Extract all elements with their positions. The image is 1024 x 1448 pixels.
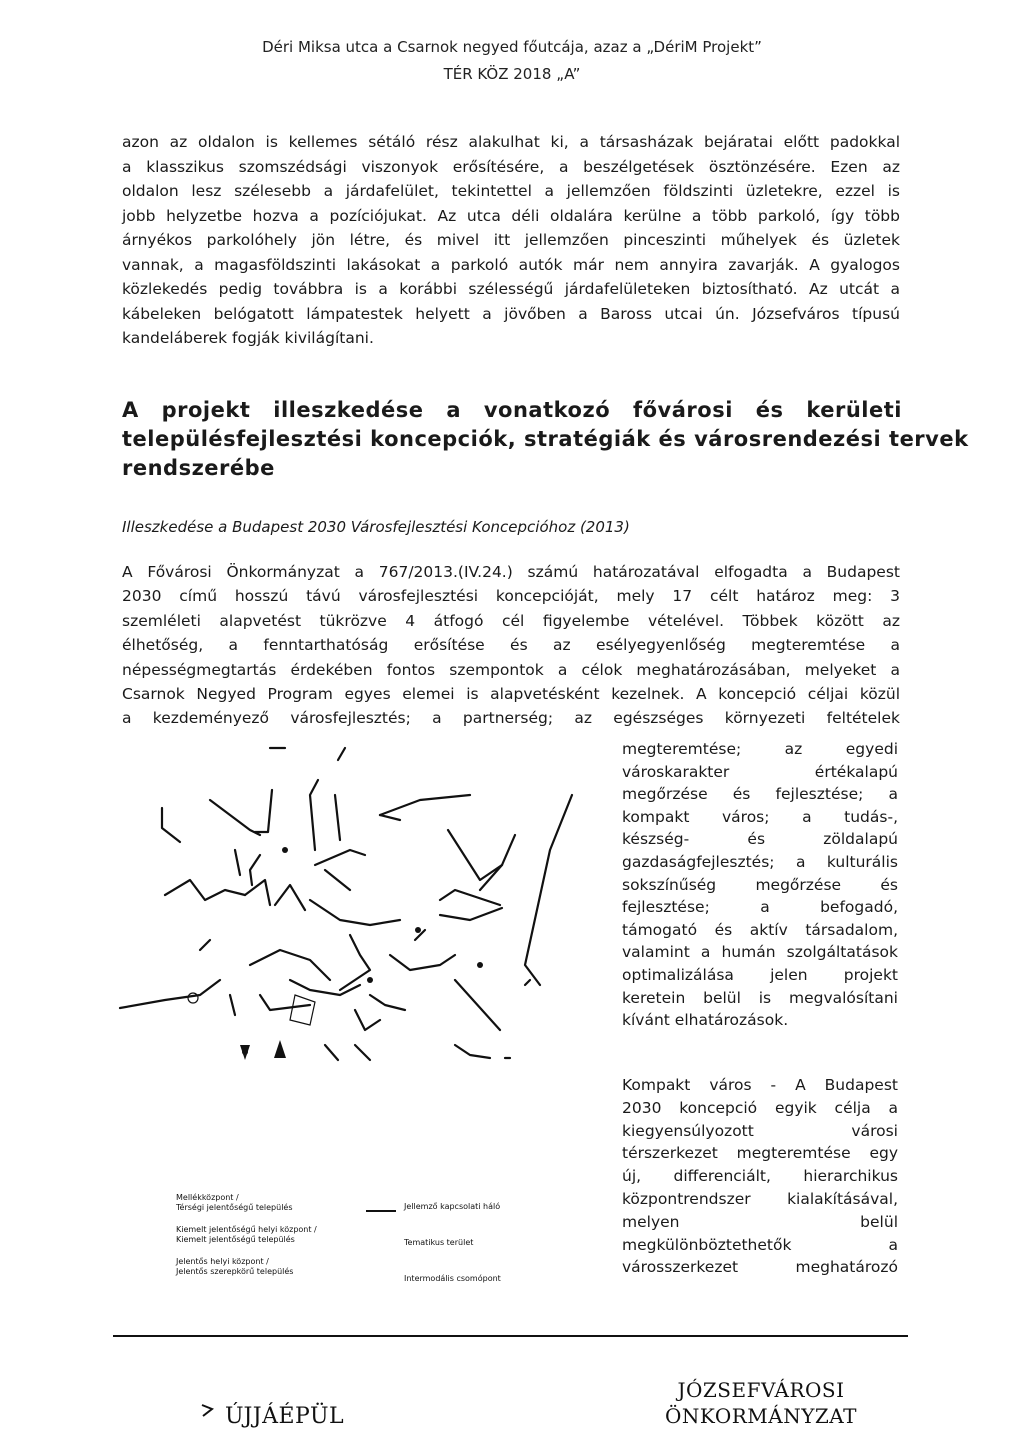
josefvaros-logo-line2: ÖNKORMÁNYZAT: [665, 1404, 857, 1428]
section-heading: [122, 396, 969, 483]
document-header-subtitle: TÉR KÖZ 2018 „A”: [443, 65, 581, 83]
ujjaepul-logo: ÚJJÁÉPÜL: [225, 1404, 345, 1429]
map-node: [477, 962, 483, 968]
map-outline-shapes: [188, 993, 315, 1025]
legend-label: Kiemelt jelentőségű helyi központ /: [176, 1225, 317, 1234]
text-line: 2030 koncepció egyik célja a: [622, 1098, 898, 1117]
text-line: támogató és aktív társadalom,: [622, 920, 898, 939]
map-legend-right: [404, 1202, 604, 1284]
heading-line: településfejlesztési koncepciók, stratégiák és városrendezési tervek: [122, 427, 969, 451]
legend-line-symbol: [366, 1210, 396, 1212]
text-line: megőrzése és fejlesztése; a: [622, 785, 898, 804]
heading-line: A projekt illeszkedése a vonatkozó fővárosi és kerületi: [122, 398, 902, 422]
text-line: megteremtése; az egyedi: [622, 740, 898, 758]
legend-label: Jellemző kapcsolati háló: [404, 1202, 501, 1211]
footer-divider: [113, 1335, 908, 1337]
map-node: [367, 977, 373, 983]
text-line: térszerkezet megteremtése egy: [622, 1144, 898, 1163]
map-node: [274, 1040, 286, 1058]
subheading: Illeszkedése a Budapest 2030 Városfejlesztési Koncepcióhoz (2013): [122, 518, 630, 536]
text-line: a klasszikus szomszédsági viszonyok erősítésére, a beszélgetések ösztönzésére. Ezen az: [122, 157, 900, 176]
legend-label: Mellékközpont /: [176, 1193, 239, 1202]
text-line: a kezdeményező városfejlesztés; a partnerség; az egészséges környezeti feltételek: [122, 709, 900, 728]
text-line: sokszínűség megőrzése és: [622, 875, 898, 894]
text-line: kívánt elhatározások.: [622, 1011, 789, 1030]
text-line: városszerkezet meghatározó: [622, 1258, 898, 1277]
map-node: [415, 927, 421, 933]
text-line: szemléleti alapvetést tükrözve 4 átfogó cél figyelembe vételével. Többek között az: [122, 611, 900, 630]
legend-label: Kiemelt jelentőségű település: [176, 1235, 295, 1244]
legend-entry: [176, 1257, 376, 1277]
text-line: optimalizálása jelen projekt: [622, 965, 898, 984]
text-line: készség- és zöldalapú: [622, 830, 898, 849]
text-line: kompakt város; a tudás-,: [622, 807, 898, 826]
heading-line: rendszerébe: [122, 456, 275, 480]
legend-entry: [176, 1225, 376, 1245]
legend-label: Jelentős helyi központ /: [176, 1257, 269, 1266]
text-line: kábeleken belógatott lámpatestek helyett a jövőben a Baross utcai ún. Józsefváros típusú: [122, 304, 900, 323]
legend-label: Térségi jelentőségű település: [176, 1203, 293, 1212]
map-network-lines: [120, 748, 572, 1060]
text-line: azon az oldalon is kellemes sétáló rész alakulhat ki, a társasházak bejáratai előtt padokkal: [122, 133, 900, 151]
text-line: A Fővárosi Önkormányzat a 767/2013.(IV.24.) számú határozatával elfogadta a Budapest: [122, 563, 900, 581]
body-paragraph: [122, 560, 900, 731]
text-line: oldalon lesz szélesebb a járdafelület, tekintettel a jellemzően földszinti üzletekre, ezzel is: [122, 182, 900, 200]
text-line: gazdaságfejlesztés; a kulturális: [622, 852, 898, 871]
text-line: jobb helyzetbe hozva a pozíciójukat. Az utca déli oldalára kerülne a több parkoló, így több: [122, 206, 900, 225]
map-node-markers: [240, 847, 483, 1060]
josefvaros-logo-line1: JÓZSEFVÁROSI: [677, 1378, 845, 1402]
text-line: Kompakt város - A Budapest: [622, 1076, 898, 1094]
text-line: árnyékos parkolóhely jön létre, és mivel itt jellemzően pinceszinti műhelyek és üzletek: [122, 231, 900, 249]
ujjaepul-logo-mark: [200, 1402, 216, 1424]
map-node: [290, 995, 315, 1025]
text-line: 2030 című hosszú távú városfejlesztési koncepcióját, mely 17 célt határoz meg: 3: [122, 587, 900, 606]
city-structure-map: [110, 740, 610, 1070]
map-node: [282, 847, 288, 853]
text-line: megkülönböztethetők a: [622, 1235, 898, 1254]
text-line: valamint a humán szolgáltatások: [622, 943, 898, 962]
text-line: Csarnok Negyed Program egyes elemei is alapvetésként kezelnek. A koncepció céljai közül: [122, 685, 900, 704]
text-line: keretein belül is megvalósítani: [622, 988, 898, 1007]
text-line: új, differenciált, hierarchikus: [622, 1167, 898, 1186]
text-line: közlekedés pedig továbbra is a korábbi szélességű járdafelületeken biztosítható. Az utcát a: [122, 280, 900, 298]
legend-label: Tematikus terület: [404, 1238, 474, 1247]
right-column-text-2: [622, 1074, 898, 1279]
legend-entry: [176, 1193, 376, 1213]
text-line: kiegyensúlyozott városi: [622, 1121, 898, 1140]
text-line: központrendszer kialakításával,: [622, 1189, 898, 1208]
document-header-title: Déri Miksa utca a Csarnok negyed főutcája, azaz a „DériM Projekt”: [262, 38, 762, 56]
text-line: népességmegtartás érdekében fontos szempontok a célok meghatározásában, melyeket a: [122, 660, 900, 679]
intro-paragraph: [122, 130, 900, 351]
text-line: élhetőség, a fenntarthatóság erősítése és az esélyegyenlőség megteremtése a: [122, 636, 900, 655]
legend-label: Jelentős szerepkörű település: [176, 1267, 294, 1276]
text-line: fejlesztése; a befogadó,: [622, 898, 898, 917]
legend-label: Intermodális csomópont: [404, 1274, 501, 1283]
map-node: [188, 993, 198, 1003]
text-line: melyen belül: [622, 1212, 898, 1231]
text-line: vannak, a magasföldszinti lakásokat a parkoló autók már nem annyira zavarják. A gyalogos: [122, 255, 900, 274]
map-node: [240, 1045, 250, 1060]
text-line: kandeláberek fogják kivilágítani.: [122, 329, 374, 347]
map-legend-left: [176, 1193, 376, 1277]
text-line: városkarakter értékalapú: [622, 762, 898, 781]
right-column-text: [622, 738, 898, 1032]
